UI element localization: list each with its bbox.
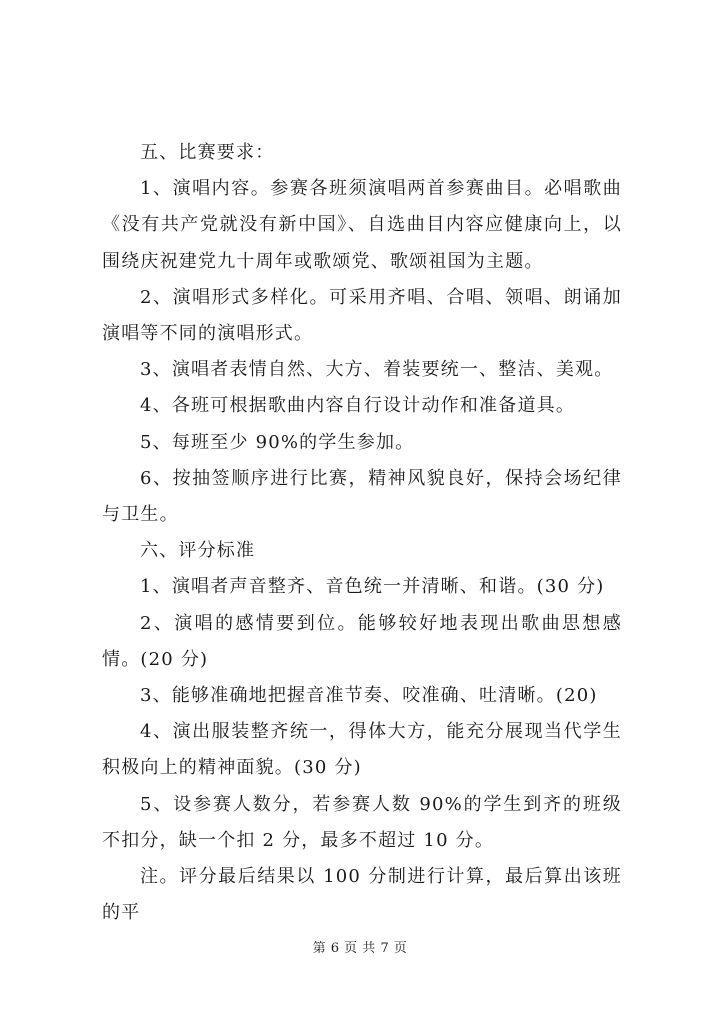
requirement-item-4: 4、各班可根据歌曲内容自行设计动作和准备道具。 bbox=[140, 395, 576, 417]
scoring-item-1: 1、演唱者声音整齐、音色统一并清晰、和谐。(30 分) bbox=[140, 576, 605, 598]
requirement-item-5: 5、每班至少 90%的学生参加。 bbox=[140, 431, 415, 453]
section-heading-requirements: 五、比赛要求： bbox=[140, 142, 275, 163]
requirement-item-3: 3、演唱者表情自然、大方、着装要统一、整洁、美观。 bbox=[140, 359, 614, 381]
requirement-item-2: 2、演唱形式多样化。可采用齐唱、合唱、领唱、朗诵加演唱等不同的演唱形式。 bbox=[102, 286, 622, 345]
requirement-item-6: 6、按抽签顺序进行比赛，精神风貌良好，保持会场纪律与卫生。 bbox=[102, 467, 622, 526]
requirement-item-1: 1、演唱内容。参赛各班须演唱两首参赛曲目。必唱歌曲《没有共产党就没有新中国》、自选曲目内容应健康向上，以围绕庆祝建党九十周年或歌颂党、歌颂祖国为主题。 bbox=[102, 178, 622, 272]
scoring-item-3: 3、能够准确地把握音准节奏、咬准确、吐清晰。(20) bbox=[140, 685, 598, 707]
scoring-item-2: 2、演唱的感情要到位。能够较好地表现出歌曲思想感情。(20 分) bbox=[102, 612, 622, 670]
section-heading-scoring: 六、评分标准 bbox=[140, 540, 256, 562]
scoring-note: 注。评分最后结果以 100 分制进行计算，最后算出该班的平 bbox=[102, 866, 622, 924]
document-body bbox=[102, 135, 622, 931]
scoring-item-5: 5、设参赛人数分，若参赛人数 90%的学生到齐的班级不扣分，缺一个扣 2 分，最多不超过 10 分。 bbox=[102, 793, 622, 851]
scoring-item-4: 4、演出服装整齐统一，得体大方，能充分展现当代学生积极向上的精神面貌。(30 分) bbox=[102, 721, 622, 779]
page-footer: 第 6 页 共 7 页 bbox=[312, 941, 408, 956]
